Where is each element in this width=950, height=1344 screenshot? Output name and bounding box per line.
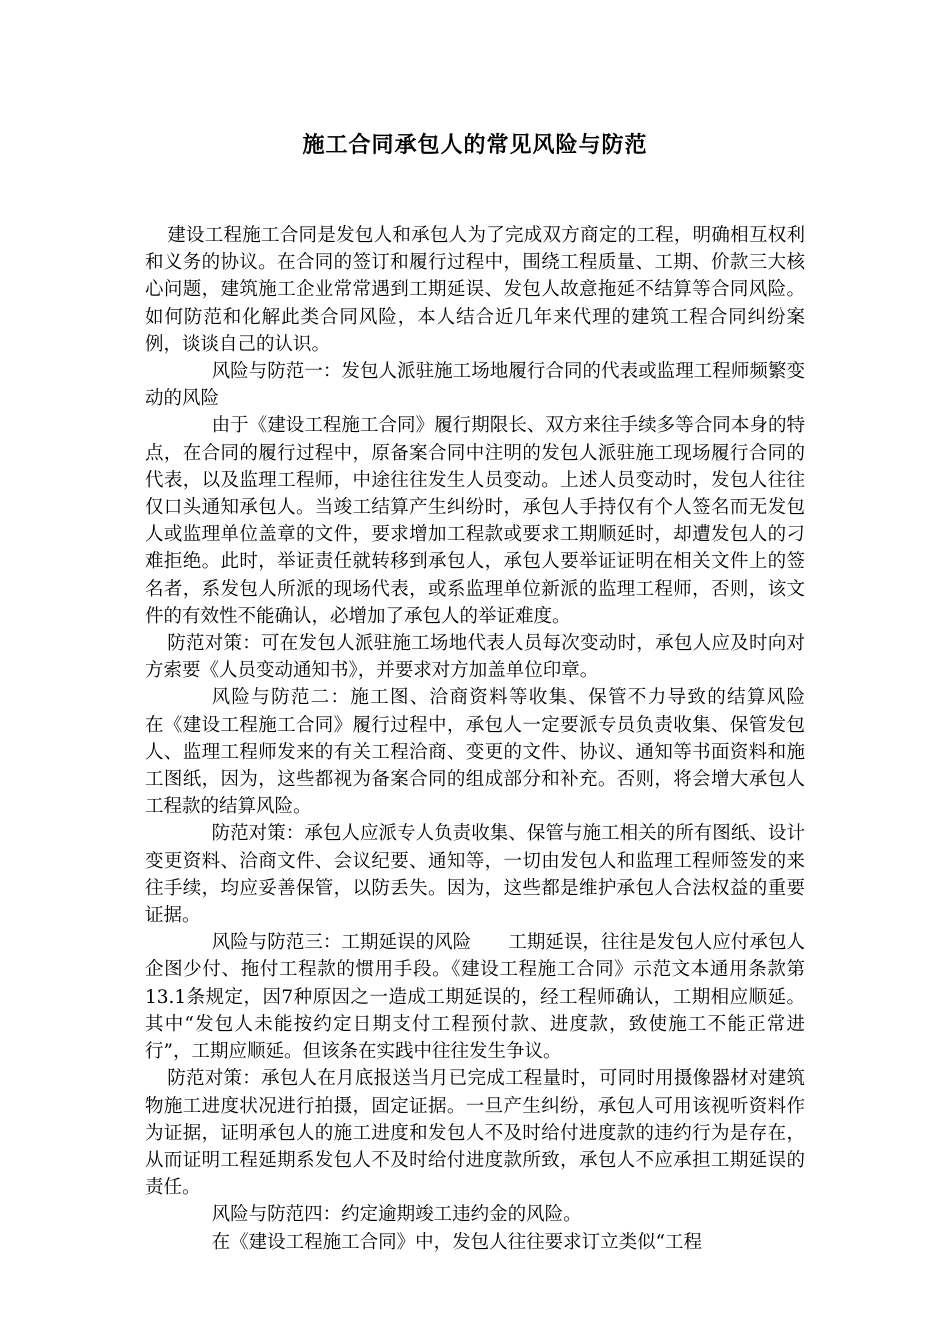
countermeasure-paragraph-3: 防范对策：承包人在月底报送当月已完成工程量时，可同时用摄像器材对建筑物施工进度状况进行拍摄，固定证据。一旦产生纠纷，承包人可用该视听资料作为证据，证明承包人的施工进度和发包人不及时给付进度款的违约行为是存在，从而证明工程延期系发包人不及时给付进度款所致，承包人不应承担工期延误的责任。	[145, 1068, 805, 1199]
intro-paragraph: 建设工程施工合同是发包人和承包人为了完成双方商定的工程，明确相互权利和义务的协议。在合同的签订和履行过程中，围绕工程质量、工期、价款三大核心问题，建筑施工企业常常遇到工期延误、发包人故意拖延不结算等合同风险。如何防范和化解此类合同风险，本人结合近几年来代理的建筑工程合同纠纷案例，谈谈自己的认识。	[145, 225, 805, 355]
risk-paragraph-3: 风险与防范三：工期延误的风险 工期延误，往往是发包人应付承包人企图少付、拖付工程款的惯用手段。《建设工程施工合同》示范文本通用条款第13.1条规定，因7种原因之一造成工期延误的，经工程师确认，工期相应顺延。其中“发包人未能按约定日期支付工程预付款、进度款，致使施工不能正常进行”，工期应顺延。但该条在实践中往往发生争议。	[145, 932, 805, 1063]
risk-heading-1: 风险与防范一：发包人派驻施工场地履行合同的代表或监理工程师频繁变动的风险	[145, 361, 805, 410]
risk-paragraph-4: 在《建设工程施工合同》中，发包人往往要求订立类似“工程	[211, 1231, 703, 1253]
document-body	[145, 222, 843, 1256]
document-title: 施工合同承包人的常见风险与防范	[302, 132, 648, 158]
risk-paragraph-1: 由于《建设工程施工合同》履行期限长、双方来往手续多等合同本身的特点，在合同的履行过程中，原备案合同中注明的发包人派驻施工现场履行合同的代表，以及监理工程师，中途往往发生人员变动。上述人员变动时，发包人往往仅口头通知承包人。当竣工结算产生纠纷时，承包人手持仅有个人签名而无发包人或监理单位盖章的文件，要求增加工程款或要求工期顺延时，却遭发包人的刁难拒绝。此时，举证责任就转移到承包人，承包人要举证证明在相关文件上的签名者，系发包人所派的现场代表，或系监理单位新派的监理工程师，否则，该文件的有效性不能确认，必增加了承包人的举证难度。	[145, 415, 805, 627]
risk-paragraph-2: 风险与防范二：施工图、洽商资料等收集、保管不力导致的结算风险 在《建设工程施工合同》履行过程中，承包人一定要派专员负责收集、保管发包人、监理工程师发来的有关工程洽商、变更的文件、协议、通知等书面资料和施工图纸，因为，这些都视为备案合同的组成部分和补充。否则，将会增大承包人工程款的结算风险。	[145, 687, 843, 818]
countermeasure-paragraph-1: 防范对策：可在发包人派驻施工场地代表人员每次变动时，承包人应及时向对方索要《人员变动通知书》，并要求对方加盖单位印章。	[145, 633, 805, 682]
risk-heading-4: 风险与防范四：约定逾期竣工违约金的风险。	[211, 1204, 582, 1226]
countermeasure-paragraph-2: 防范对策：承包人应派专人负责收集、保管与施工相关的所有图纸、设计变更资料、洽商文件、会议纪要、通知等，一切由发包人和监理工程师签发的来往手续，均应妥善保管，以防丢失。因为，这些都是维护承包人合法权益的重要证据。	[145, 823, 805, 927]
